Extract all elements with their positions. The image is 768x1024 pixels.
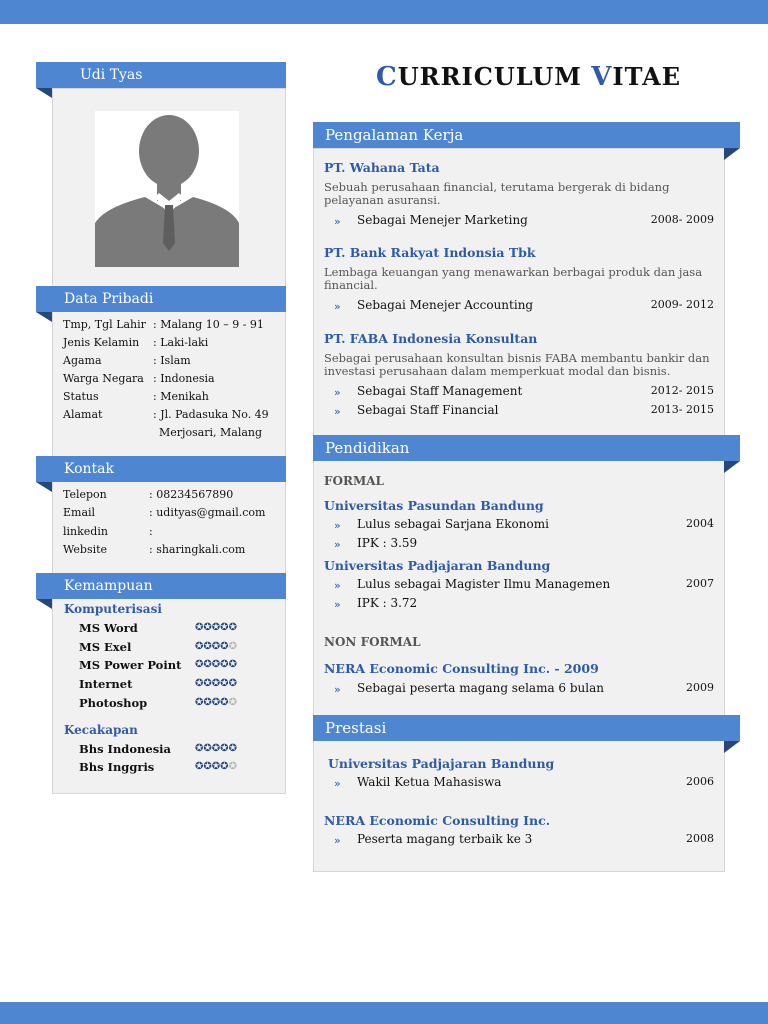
star-icon: ✪	[211, 742, 221, 754]
education-organization: Universitas Padjajaran Bandung	[324, 558, 551, 573]
kontak-label: Website	[63, 542, 108, 556]
person-silhouette-icon	[95, 111, 239, 267]
job-organization: PT. FABA Indonesia Konsultan	[324, 331, 538, 346]
star-icon: ✪	[220, 659, 229, 671]
pribadi-value: : Laki-laki	[153, 336, 209, 349]
job-description: Sebuah perusahaan financial, terutama bergerak di bidang pelayanan asuransi.	[324, 180, 670, 207]
star-icon: ✪	[228, 696, 237, 708]
pendidikan-header: Pendidikan	[313, 435, 740, 461]
star-icon: ✪	[220, 640, 229, 652]
education-item-text: Lulus sebagai Magister Ilmu Managemen	[357, 577, 611, 591]
skill-rating	[195, 622, 237, 633]
kontak-value: :	[149, 524, 153, 538]
pribadi-label: Status	[63, 390, 99, 403]
kemampuan-header: Kemampuan	[36, 573, 286, 599]
star-icon: ✪	[220, 696, 229, 708]
skill-name: MS Word	[79, 621, 138, 635]
job-role-item-text: Sebagai Staff Financial	[357, 403, 499, 417]
skill-rating	[195, 761, 237, 772]
job-description: Sebagai perusahaan konsultan bisnis FABA membantu bankir dan investasi perusahaan dalam memperkuat modal dan bisnis.	[324, 351, 710, 378]
star-icon: ✪	[228, 742, 237, 754]
star-icon: ✪	[211, 696, 221, 708]
achievement-organization: NERA Economic Consulting Inc.	[324, 813, 551, 828]
star-icon: ✪	[195, 659, 204, 671]
star-icon: ✪	[211, 659, 221, 671]
bottom-accent-bar	[0, 1002, 768, 1024]
kontak-label: Telepon	[63, 488, 107, 501]
star-icon: ✪	[195, 742, 204, 754]
job-organization: PT. Wahana Tata	[324, 160, 440, 175]
pribadi-value: : Jl. Padasuka No. 49	[153, 408, 269, 421]
star-icon: ✪	[228, 761, 237, 773]
star-icon: ✪	[203, 659, 212, 671]
pribadi-value: Merjosari, Malang	[159, 426, 263, 439]
double-chevron-right-icon: »	[334, 519, 341, 532]
person-name: Udi Tyas	[80, 67, 143, 83]
skill-name: MS Exel	[79, 639, 132, 654]
star-icon: ✪	[228, 659, 237, 671]
pengalaman-header: Pengalaman Kerja	[313, 122, 740, 148]
star-icon: ✪	[211, 678, 221, 690]
star-icon: ✪	[220, 622, 229, 633]
double-chevron-right-icon: »	[334, 777, 341, 790]
pribadi-value: : Islam	[153, 354, 191, 367]
achievement-item-year: 2006	[686, 775, 714, 788]
education-organization: NERA Economic Consulting Inc. - 2009	[324, 661, 599, 676]
star-icon: ✪	[195, 622, 204, 633]
kontak-header: Kontak	[36, 456, 286, 482]
education-item-year: 2004	[686, 517, 714, 530]
education-item-text: IPK : 3.59	[357, 536, 418, 550]
education-item-text: IPK : 3.72	[357, 596, 418, 610]
star-icon: ✪	[211, 622, 221, 633]
formal-label: FORMAL	[324, 474, 384, 488]
cv-title: CURRICULUM VITAE	[376, 62, 682, 92]
skill-name: Photoshop	[79, 695, 148, 710]
star-icon: ✪	[203, 622, 212, 633]
skill-name: Bhs Inggris	[79, 760, 155, 775]
star-icon: ✪	[211, 640, 221, 652]
achievement-item-year: 2008	[686, 832, 714, 845]
skill-group-title: Komputerisasi	[64, 602, 162, 616]
star-icon: ✪	[220, 678, 229, 690]
education-organization: Universitas Pasundan Bandung	[324, 498, 544, 513]
data-pribadi-header: Data Pribadi	[36, 286, 286, 312]
job-role-item-text: Sebagai Menejer Accounting	[357, 298, 534, 312]
name-header	[36, 62, 286, 88]
job-role-item-text: Sebagai Menejer Marketing	[357, 213, 528, 227]
skill-rating	[195, 641, 237, 652]
kontak-label: linkedin	[63, 524, 108, 538]
skill-name: Internet	[79, 677, 133, 692]
double-chevron-right-icon: »	[334, 598, 341, 611]
double-chevron-right-icon: »	[334, 386, 341, 399]
star-icon: ✪	[228, 622, 237, 633]
skill-group-title: Kecakapan	[64, 722, 138, 737]
education-item-year: 2007	[686, 577, 714, 590]
star-icon: ✪	[228, 640, 237, 652]
job-role-item-text: Sebagai Staff Management	[357, 384, 523, 398]
job-role-item-year: 2009- 2012	[650, 298, 714, 311]
pribadi-label: Tmp, Tgl Lahir	[63, 318, 146, 331]
job-role-item-year: 2012- 2015	[650, 384, 714, 397]
star-icon: ✪	[195, 761, 204, 773]
job-description: Lembaga keuangan yang menawarkan berbagai produk dan jasa financial.	[324, 265, 703, 292]
skill-rating	[195, 678, 237, 689]
prestasi-header: Prestasi	[313, 715, 740, 741]
job-organization: PT. Bank Rakyat Indonsia Tbk	[324, 245, 536, 260]
pribadi-label: Warga Negara	[63, 372, 144, 385]
profile-photo	[95, 111, 239, 267]
achievement-item-text: Peserta magang terbaik ke 3	[357, 832, 533, 846]
pribadi-label: Jenis Kelamin	[63, 336, 140, 349]
double-chevron-right-icon: »	[334, 538, 341, 551]
job-role-item-year: 2013- 2015	[650, 403, 714, 416]
star-icon: ✪	[203, 742, 212, 754]
double-chevron-right-icon: »	[334, 683, 341, 696]
pribadi-label: Agama	[63, 354, 102, 367]
skill-rating	[195, 743, 237, 754]
star-icon: ✪	[195, 678, 204, 690]
pribadi-value: : Indonesia	[153, 372, 215, 385]
achievement-organization: Universitas Padjajaran Bandung	[328, 756, 555, 771]
double-chevron-right-icon: »	[334, 405, 341, 418]
star-icon: ✪	[203, 678, 212, 690]
star-icon: ✪	[195, 640, 204, 652]
pribadi-label: Alamat	[63, 408, 103, 421]
job-role-item-year: 2008- 2009	[650, 213, 714, 226]
star-icon: ✪	[203, 761, 212, 773]
star-icon: ✪	[195, 696, 204, 708]
education-item-text: Lulus sebagai Sarjana Ekonomi	[357, 517, 549, 531]
kontak-label: Email	[63, 506, 96, 520]
star-icon: ✪	[220, 761, 229, 773]
nonformal-label: NON FORMAL	[324, 635, 421, 649]
double-chevron-right-icon: »	[334, 300, 341, 313]
achievement-item-text: Wakil Ketua Mahasiswa	[357, 775, 502, 789]
double-chevron-right-icon: »	[334, 215, 341, 228]
education-item-year: 2009	[686, 681, 714, 694]
kontak-value: : sharingkali.com	[149, 542, 246, 556]
star-icon: ✪	[203, 640, 212, 652]
star-icon: ✪	[228, 678, 237, 690]
skill-name: MS Power Point	[79, 658, 182, 673]
kontak-value: : udityas@gmail.com	[149, 506, 266, 520]
skill-name: Bhs Indonesia	[79, 741, 171, 756]
star-icon: ✪	[203, 696, 212, 708]
kontak-value: : 08234567890	[149, 488, 234, 501]
double-chevron-right-icon: »	[334, 834, 341, 847]
double-chevron-right-icon: »	[334, 579, 341, 592]
skill-rating	[195, 697, 237, 708]
pribadi-value: : Menikah	[153, 390, 209, 403]
star-icon: ✪	[211, 761, 221, 773]
pribadi-value: : Malang 10 – 9 - 91	[153, 318, 264, 331]
education-item-text: Sebagai peserta magang selama 6 bulan	[357, 681, 604, 695]
top-accent-bar	[0, 0, 768, 24]
star-icon: ✪	[220, 742, 229, 754]
skill-rating	[195, 659, 237, 670]
